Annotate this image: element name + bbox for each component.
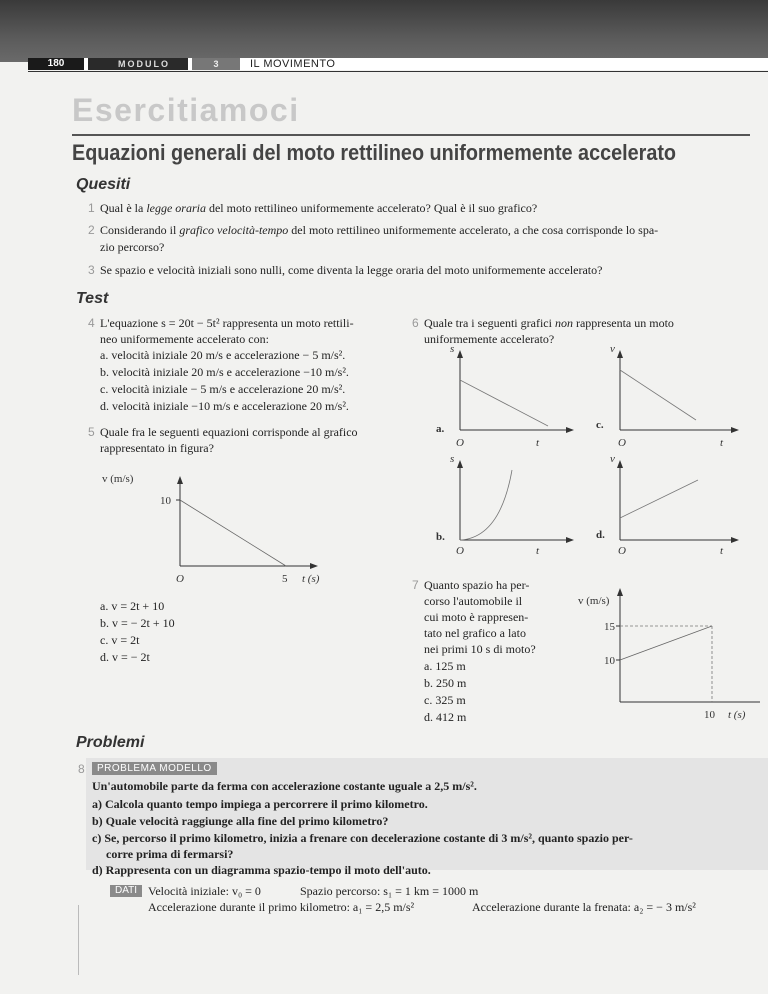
problem-part-b: b) Quale velocità raggiunge alla fine del primo kilometro? [92,814,389,828]
q6-text-line: uniformemente accelerato? [424,332,555,346]
q6-graph-d [596,453,739,557]
svg-text:t: t [536,545,540,557]
svg-text:d.: d. [596,529,605,541]
q7-option-b: b. 250 m [424,676,467,690]
svg-text:b.: b. [436,531,445,543]
question-1: Qual è la legge oraria del moto rettilineo uniformemente accelerato? Qual è il suo grafico? [100,201,538,215]
question-3: Se spazio e velocità iniziali sono nulli, come diventa la legge oraria del moto uniformemente accelerato? [100,263,603,277]
svg-text:O: O [456,545,464,557]
chapter-title: IL MOVIMENTO [250,58,336,70]
q7-velocity-graph [578,580,768,730]
problemi-heading: Problemi [76,734,145,751]
q5-option-d: d. v = − 2t [100,650,150,664]
svg-text:a.: a. [436,423,445,435]
q5-origin: O [176,573,184,585]
svg-text:s: s [450,343,455,355]
dati-acceleration-1: Accelerazione durante il primo kilometro: a₁ = 2,5 m/s² [148,900,415,914]
q7-text-line: tato nel grafico a lato [424,626,526,640]
title-rule [72,134,750,136]
dati-tag: DATI [110,885,142,897]
svg-text:t: t [536,437,540,449]
question-number: 2 [88,223,95,237]
q5-text-line: Quale fra le seguenti equazioni corrisponde al grafico [100,425,358,439]
q7-text-line: Quanto spazio ha per- [424,578,530,592]
svg-text:t: t [720,545,724,557]
question-number: 5 [88,425,95,439]
problem-part-a: a) Calcola quanto tempo impiega a percorrere il primo kilometro. [92,797,428,811]
svg-text:10: 10 [704,709,715,721]
q7-option-c: c. 325 m [424,693,466,707]
q6-graph-b [436,453,574,557]
dati-acceleration-2: Accelerazione durante la frenata: a₂ = − 3 m/s² [472,900,696,914]
svg-text:v: v [610,343,615,355]
q4-option-c: c. velocità iniziale − 5 m/s e accelerazione 20 m/s². [100,382,346,396]
section-title: Esercitiamoci [72,92,300,128]
question-number: 7 [412,578,419,592]
q7-text-line: nei primi 10 s di moto? [424,642,536,656]
question-number: 1 [88,201,95,215]
svg-text:v: v [610,453,615,465]
page-number: 180 [28,58,84,70]
q5-option-a: a. v = 2t + 10 [100,599,165,613]
subsection-title: Equazioni generali del moto rettilineo uniformemente accelerato [72,140,677,165]
q5-ytick: 10 [160,495,171,507]
svg-text:s: s [450,453,455,465]
question-number: 6 [412,316,419,330]
svg-text:O: O [618,437,626,449]
q4-text-line: L'equazione s = 20t − 5t² rappresenta un moto rettili- [100,316,354,330]
q6-graphs [430,340,760,560]
question-2: Considerando il grafico velocità-tempo del moto rettilineo uniformemente accelerato, a che cosa corrisponde lo spa- zio percorso? [100,223,659,254]
page-top-scan-band [0,0,768,62]
running-header [28,58,768,70]
svg-text:10: 10 [604,655,615,667]
q5-option-b: b. v = − 2t + 10 [100,616,175,630]
q5-option-c: c. v = 2t [100,633,140,647]
q4-option-a: a. velocità iniziale 20 m/s e accelerazione − 5 m/s². [100,348,346,362]
quesiti-heading: Quesiti [76,176,131,193]
module-label: MODULO [88,58,188,70]
q5-text-line: rappresentato in figura? [100,441,214,455]
svg-text:v (m/s): v (m/s) [578,595,610,607]
q4-text-line: neo uniformemente accelerato con: [100,332,269,346]
q6-text-line: Quale tra i seguenti grafici non rappresenta un moto [424,316,674,330]
header-rule [28,71,768,72]
q6-graph-a [436,343,574,449]
svg-text:c.: c. [596,419,604,431]
question-number: 3 [88,263,95,277]
q7-option-a: a. 125 m [424,659,466,673]
test-heading: Test [76,290,109,307]
problem-model-tag: PROBLEMA MODELLO [92,762,217,775]
question-number: 8 [78,762,85,776]
dati-distance: Spazio percorso: s₁ = 1 km = 1000 m [300,884,479,898]
q5-ylabel: v (m/s) [102,473,134,485]
q5-xlabel: t (s) [302,573,320,585]
svg-text:O: O [618,545,626,557]
dati-initial-velocity: Velocità iniziale: v₀ = 0 [148,884,261,898]
q4-option-b: b. velocità iniziale 20 m/s e accelerazione −10 m/s². [100,365,349,379]
problem-statement: Un'automobile parte da ferma con accelerazione costante uguale a 2,5 m/s². [92,779,477,793]
problem-part-c-cont: corre prima di fermarsi? [106,847,234,861]
question-number: 4 [88,316,95,330]
problem-part-c: c) Se, percorso il primo kilometro, inizia a frenare con decelerazione costante di 3 m/s², quanto spazio per- [92,831,633,845]
q5-xtick: 5 [282,573,288,585]
q5-velocity-graph [102,470,340,590]
svg-text:15: 15 [604,621,615,633]
q6-graph-c [596,343,739,449]
module-number: 3 [192,58,240,70]
q7-option-d: d. 412 m [424,710,467,724]
problem-part-d: d) Rappresenta con un diagramma spazio-tempo il moto dell'auto. [92,863,431,877]
svg-text:O: O [456,437,464,449]
q4-option-d: d. velocità iniziale −10 m/s e accelerazione 20 m/s². [100,399,349,413]
q7-text-line: corso l'automobile il [424,594,523,608]
q7-text-line: cui moto è rappresen- [424,610,529,624]
svg-text:t: t [720,437,724,449]
svg-text:t (s): t (s) [728,709,746,721]
margin-rule [78,905,79,975]
